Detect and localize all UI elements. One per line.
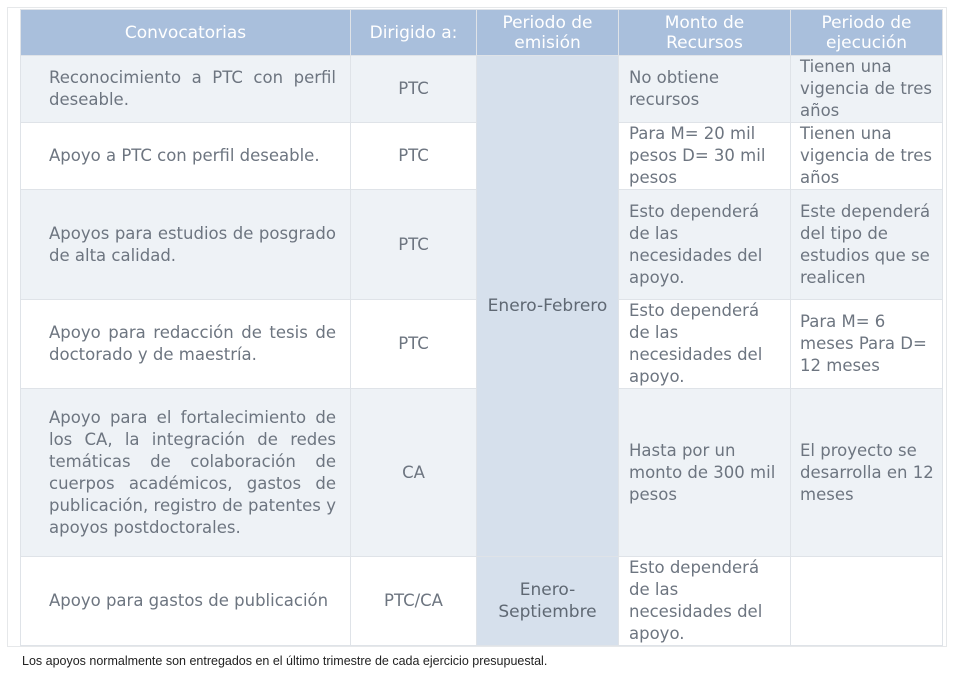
cell-convocatoria: Apoyo para el fortalecimiento de los CA, la integración de redes temáticas de colaboración de cuerpos académicos, gastos de publicación, registro de patentes y apoyos postdoctorales. — [21, 389, 351, 557]
convocatorias-table — [20, 9, 943, 646]
header-monto: Monto de Recursos — [619, 10, 791, 56]
header-periodo-emision: Periodo de emisión — [477, 10, 619, 56]
cell-monto: Esto dependerá de las necesidades del apoyo. — [619, 557, 791, 646]
cell-dirigido: PTC — [351, 190, 477, 300]
cell-dirigido: PTC — [351, 300, 477, 389]
cell-monto: Esto dependerá de las necesidades del apoyo. — [619, 190, 791, 300]
cell-convocatoria: Apoyo a PTC con perfil deseable. — [21, 123, 351, 190]
cell-monto: No obtiene recursos — [619, 56, 791, 123]
cell-ejecucion: Para M= 6 meses Para D= 12 meses — [791, 300, 943, 389]
cell-dirigido: PTC — [351, 56, 477, 123]
table-row — [21, 557, 943, 646]
cell-convocatoria: Reconocimiento a PTC con perfil deseable. — [21, 56, 351, 123]
header-periodo-ejecucion: Periodo de ejecución — [791, 10, 943, 56]
cell-convocatoria: Apoyos para estudios de posgrado de alta calidad. — [21, 190, 351, 300]
cell-convocatoria: Apoyo para redacción de tesis de doctorado y de maestría. — [21, 300, 351, 389]
cell-ejecucion: Este dependerá del tipo de estudios que se realicen — [791, 190, 943, 300]
cell-periodo-emision: Enero-Septiembre — [477, 557, 619, 646]
cell-dirigido: PTC — [351, 123, 477, 190]
table-row — [21, 56, 943, 123]
cell-periodo-emision: Enero-Febrero — [477, 56, 619, 557]
header-convocatorias: Convocatorias — [21, 10, 351, 56]
header-row — [21, 10, 943, 56]
cell-ejecucion — [791, 557, 943, 646]
cell-convocatoria: Apoyo para gastos de publicación — [21, 557, 351, 646]
table-container — [7, 7, 947, 647]
header-dirigido: Dirigido a: — [351, 10, 477, 56]
footnote: Los apoyos normalmente son entregados en el último trimestre de cada ejercicio presupuestal. — [22, 654, 548, 668]
cell-dirigido: CA — [351, 389, 477, 557]
cell-monto: Hasta por un monto de 300 mil pesos — [619, 389, 791, 557]
cell-ejecucion: El proyecto se desarrolla en 12 meses — [791, 389, 943, 557]
cell-monto: Para M= 20 mil pesos D= 30 mil pesos — [619, 123, 791, 190]
cell-dirigido: PTC/CA — [351, 557, 477, 646]
cell-ejecucion: Tienen una vigencia de tres años — [791, 56, 943, 123]
cell-ejecucion: Tienen una vigencia de tres años — [791, 123, 943, 190]
cell-monto: Esto dependerá de las necesidades del apoyo. — [619, 300, 791, 389]
